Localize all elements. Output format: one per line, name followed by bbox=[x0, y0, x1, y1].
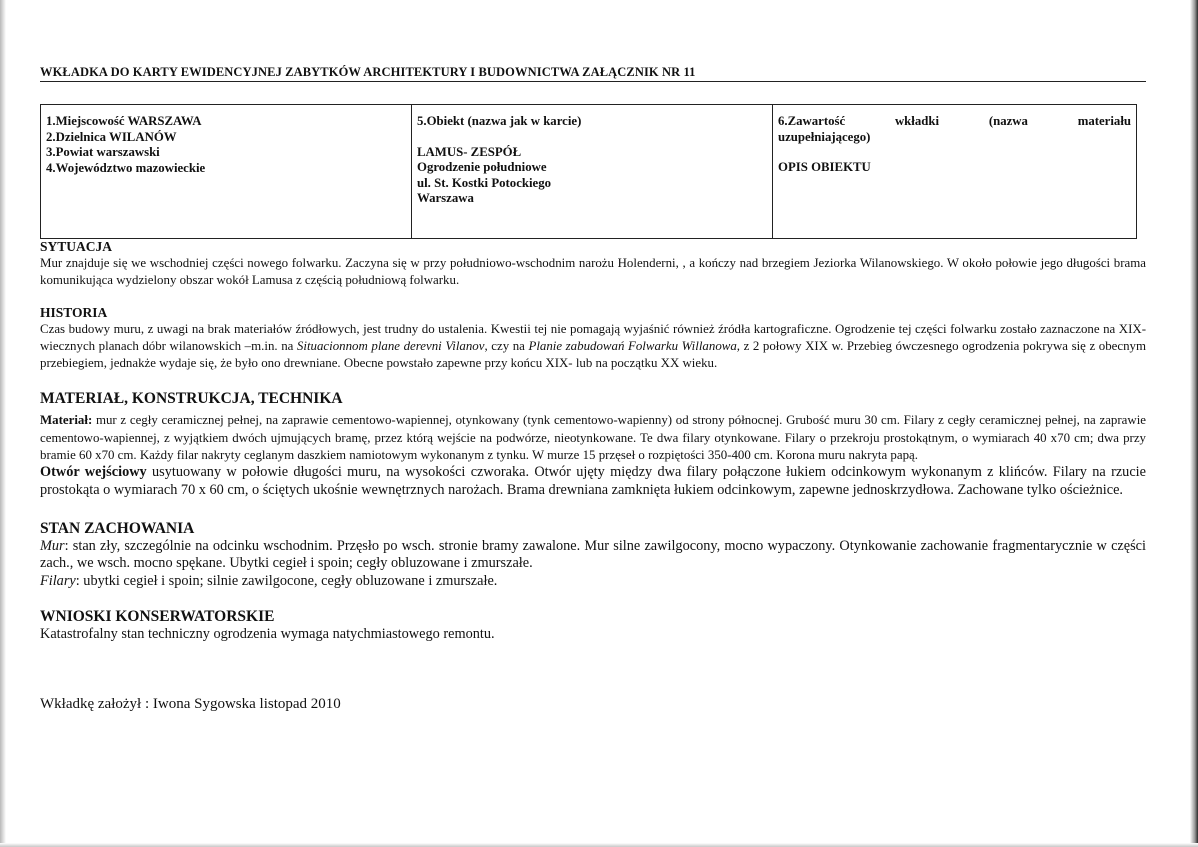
object-line-4: Warszawa bbox=[417, 191, 474, 205]
document-page bbox=[40, 64, 1146, 713]
location-line-wojewodztwo: 4.Województwo mazowieckie bbox=[46, 160, 206, 175]
scan-edge-left bbox=[0, 0, 6, 847]
historia-text-part: Czas budowy muru, z uwagi na brak materiałów źródłowych, jest trudny do ustalenia. Kwestii tej nie pomagają wyjaśnić również źródła kartograficzne. Ogrodzenie tej części folwarku zostało zaznaczone na XIX-wiecznych planach dóbr wilanowskich –m.in. na bbox=[40, 321, 1146, 353]
spacer bbox=[417, 130, 767, 145]
title-underline bbox=[40, 81, 1146, 82]
otwor-text: usytuowany w połowie długości muru, na wysokości czworaka. Otwór ujęty między dwa filary połączone łukiem odcinkowym wykonanym z klińców. Filary na rzucie prostokąta o wymiarach 70 x 60 cm, o ściętych ukośnie wewnętrznych narożach. Brama drewniana zamknięta łukiem odcinkowym, zapewne jednoskrzydłowa. Zachowane tylko ościeżnice. bbox=[40, 464, 1146, 498]
section-wnioski bbox=[40, 607, 1146, 644]
stan-filary-text: : ubytki cegieł i spoin; silnie zawilgocone, cegły obluzowane i zmurszałe. bbox=[75, 572, 498, 589]
section-heading-wnioski: WNIOSKI KONSERWATORSKIE bbox=[40, 608, 275, 626]
otwor-paragraph bbox=[40, 464, 1146, 499]
author-line: Wkładkę założył : Iwona Sygowska listopad 2010 bbox=[40, 695, 341, 712]
location-line-powiat: 3.Powiat warszawski bbox=[46, 145, 160, 159]
section-heading-sytuacja: SYTUACJA bbox=[40, 239, 113, 254]
info-table bbox=[40, 104, 1137, 239]
otwor-label: Otwór wejściowy bbox=[40, 464, 147, 481]
section-heading-historia: HISTORIA bbox=[40, 304, 108, 320]
scan-edge-right bbox=[1190, 0, 1198, 847]
location-cell bbox=[41, 105, 412, 239]
historia-text-part: , czy na bbox=[484, 338, 529, 353]
location-line-miejscowosc: 1.Miejscowość WARSZAWA bbox=[46, 114, 202, 128]
stan-mur-label: Mur bbox=[40, 537, 65, 554]
section-material bbox=[40, 389, 1146, 499]
wnioski-text: Katastrofalny stan techniczny ogrodzenia wymaga natychmiastowego remontu. bbox=[40, 626, 495, 643]
spacer bbox=[778, 145, 1131, 160]
object-line-2: Ogrodzenie południowe bbox=[417, 160, 547, 174]
content-heading-word: (nazwa bbox=[988, 114, 1028, 128]
location-line-dzielnica: 2.Dzielnica WILANÓW bbox=[46, 129, 177, 144]
document-title: WKŁADKA DO KARTY EWIDENCYJNEJ ZABYTKÓW ARCHITEKTURY I BUDOWNICTWA ZAŁĄCZNIK NR 11 bbox=[40, 65, 696, 79]
section-heading-material: MATERIAŁ, KONSTRUKCJA, TECHNIKA bbox=[40, 390, 343, 408]
stan-filary-label: Filary bbox=[40, 572, 76, 589]
object-line-3: ul. St. Kostki Potockiego bbox=[417, 175, 552, 190]
content-cell bbox=[773, 105, 1137, 239]
content-value: OPIS OBIEKTU bbox=[778, 160, 871, 174]
stan-mur-paragraph bbox=[40, 538, 1146, 573]
material-paragraph bbox=[40, 412, 1146, 464]
material-label: Materiał: bbox=[40, 413, 93, 428]
content-heading-word: materiału bbox=[1077, 114, 1131, 128]
section-sytuacja bbox=[40, 239, 1146, 290]
historia-map-title-2: Planie zabudowań Folwarku Willanowa, bbox=[528, 338, 741, 353]
sytuacja-text: Mur znajduje się we wschodniej części nowego folwarku. Zaczyna się w przy południowo-wschodnim narożu Holenderni, , a kończy nad brzegiem Jeziorka Wilanowskiego. W około połowie jego długości brama komunikująca wydzielony obszar wokół Lamusa z częścią południową folwarku. bbox=[40, 256, 1146, 288]
content-heading-line-2: uzupełniającego) bbox=[778, 129, 871, 144]
historia-text-part: z 2 połowy XIX w. Przebieg ówczesnego ogrodzenia pokrywa się z obecnym przebiegiem, jednakże wydaje się, że było ono drewniane. Obecne powstało zapewne przy końcu XIX- lub na początku XX wieku. bbox=[40, 338, 1146, 371]
content-heading-word: wkładki bbox=[894, 114, 940, 128]
historia-text bbox=[40, 321, 1146, 373]
object-cell bbox=[412, 105, 773, 239]
section-heading-stan: STAN ZACHOWANIA bbox=[40, 519, 195, 537]
object-heading: 5.Obiekt (nazwa jak w karcie) bbox=[417, 114, 582, 128]
object-line-1: LAMUS- ZESPÓŁ bbox=[417, 144, 522, 159]
content-heading-word: 6.Zawartość bbox=[778, 114, 846, 128]
section-historia bbox=[40, 305, 1146, 373]
scan-edge-bottom bbox=[0, 843, 1198, 847]
stan-filary-paragraph bbox=[40, 573, 1146, 591]
stan-mur-text: : stan zły, szczególnie na odcinku wschodnim. Przęsło po wsch. stronie bramy zawalone. Mur silne zawilgocony, mocno wypaczony. Otynkowanie zachowanie fragmentarycznie w części zach., we wsch. mocno spękane. Ubytki cegieł i spoin; cegły obluzowane i zmurszałe. bbox=[40, 537, 1146, 572]
content-heading-line-1 bbox=[778, 114, 1131, 130]
material-text: mur z cegły ceramicznej pełnej, na zaprawie cementowo-wapiennej, otynkowany (tynk cementowo-wapienny) od strony północnej. Grubość muru 30 cm. Filary z cegły ceramicznej pełnej, na zaprawie cementowo-wapiennej, z wyjątkiem dwóch ujmujących bramę, przez którą wejście na podwórze, nieotynkowane. Te dwa filary otynkowane. Filary o przekroju prostokątnym, o wymiarach 40 x70 cm; dwa przy bramie 60 x70 cm. Każdy filar nakryty ceglanym daszkiem namiotowym wykonanym z tynku. W murze 15 przęseł o rozpiętości 350-400 cm. Korona muru nakryta papą. bbox=[40, 413, 1146, 463]
historia-map-title-1: Situacionnom plane derevni Vilanov bbox=[296, 338, 485, 353]
section-stan bbox=[40, 519, 1146, 591]
